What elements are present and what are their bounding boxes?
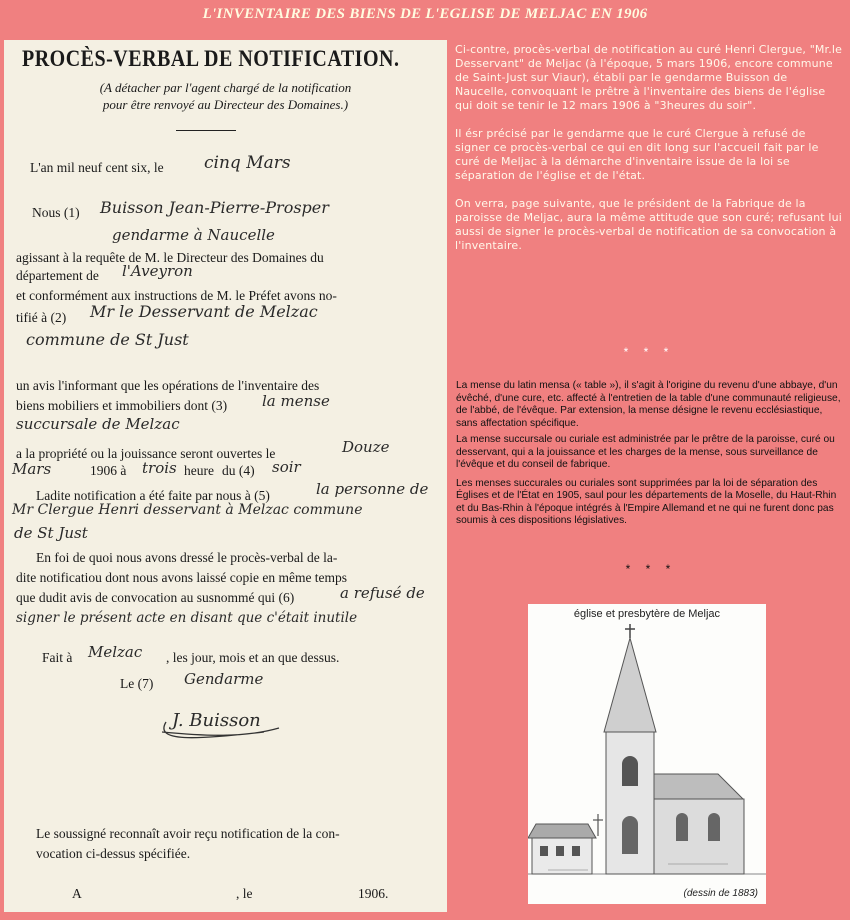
notifie-label: tifié à (2) bbox=[16, 310, 67, 325]
document-heading: PROCÈS-VERBAL DE NOTIFICATION. bbox=[22, 46, 400, 72]
document-subtitle-2: pour être renvoyé au Directeur des Domaines.) bbox=[102, 97, 349, 112]
foi-value-1: a refusé de bbox=[340, 584, 425, 602]
ladite-value-3: de St Just bbox=[14, 524, 88, 542]
conformement-line: et conformément aux instructions de M. le Préfet avons no- bbox=[16, 288, 337, 303]
proces-verbal-scan bbox=[4, 40, 447, 912]
foi-line-2: dite notificatiou dont nous avons laissé copie en même temps bbox=[16, 570, 348, 585]
divider bbox=[176, 130, 236, 131]
avis-value-2: succursale de Melzac bbox=[16, 415, 180, 433]
footer-a: A bbox=[72, 886, 82, 901]
receipt-line-2: vocation ci-dessus spécifiée. bbox=[36, 846, 191, 861]
notes bbox=[456, 380, 846, 528]
separator-stars-2: * * * bbox=[625, 562, 677, 576]
document-subtitle-1: (A détacher par l'agent chargé de la notification bbox=[99, 80, 352, 95]
departement-label: département de bbox=[16, 268, 99, 283]
propriete-label: a la propriété ou la jouissance seront ouvertes le bbox=[16, 446, 276, 461]
foi-value-2: signer le présent acte en disant que c'était inutile bbox=[16, 610, 358, 626]
date2-month: Mars bbox=[12, 460, 52, 478]
date2-time: trois bbox=[142, 459, 177, 477]
date-value: cinq Mars bbox=[204, 153, 291, 173]
propriete-value: Douze bbox=[342, 438, 390, 456]
commentary-p2: Il ésr précisé par le gendarme que le curé Clergue à refusé de signer ce procès-verbal ce qui en dit long sur l'accueil fait par le curé de Meljac à la démarche d'inventaire issue de la loi se séparation de l'église et de l'état. bbox=[455, 127, 819, 182]
avis-value-1: la mense bbox=[262, 392, 330, 410]
ladite-value-1: la personne de bbox=[316, 480, 429, 498]
image-credit: (dessin de 1883) bbox=[683, 888, 758, 899]
commentary bbox=[455, 43, 843, 253]
date2-soir: soir bbox=[272, 458, 301, 476]
departement-value: l'Aveyron bbox=[122, 262, 193, 280]
church-image-panel bbox=[528, 604, 766, 904]
church-drawing bbox=[528, 624, 766, 889]
le-label: Le (7) bbox=[120, 676, 154, 691]
avis-line-2: biens mobiliers et immobiliers dont (3) bbox=[16, 398, 228, 413]
avis-line-1: un avis l'informant que les opérations de l'inventaire des bbox=[16, 378, 320, 393]
date2-heure: heure bbox=[184, 463, 214, 478]
date2-year: 1906 à bbox=[90, 463, 127, 478]
notifie-value-2: commune de St Just bbox=[26, 330, 189, 349]
date2-du: du (4) bbox=[222, 463, 255, 478]
commentary-p1: Ci-contre, procès-verbal de notification au curé Henri Clergue, "Mr.le Desservant" de Meljac (à l'époque, 5 mars 1906, encore commune de Saint-Just sur Viaur), établi par le gendarme Buisson de Naucelle, convoquant le prêtre à l'inventaire des biens de l'église qui doit se tenir le 12 mars 1906 à "3heures du soir". bbox=[455, 43, 842, 112]
signature-flourish bbox=[154, 702, 284, 742]
footer-year: 1906. bbox=[358, 886, 389, 901]
fait-value: Melzac bbox=[88, 643, 143, 661]
image-caption: église et presbytère de Meljac bbox=[573, 608, 721, 620]
note-1: La mense du latin mensa (« table »), il s'agit à l'origine du revenu d'une abbaye, d'un évêché, d'une cure, etc. affecté à l'entretien de la table d'une communauté religieuse, de l'abbé, de l'évêque. Par extension, la mense désigne le revenu ecclésiastique, sans affectation spécifique. bbox=[456, 380, 841, 429]
note-3: Les menses succurales ou curiales sont supprimées par la loi de séparation des Églises et de l'État en 1905, saul pour les départements de la Moselle, du Haut-Rhin et du Bas-Rhin à l'époque intégrés à l'Empire Allemand et ne qui ne furent donc pas soumis à ces dispositions législatives. bbox=[456, 477, 837, 526]
page-title: L'INVENTAIRE DES BIENS DE L'EGLISE DE MELJAC EN 1906 bbox=[202, 6, 648, 22]
commentary-p3: On verra, page suivante, que le président de la Fabrique de la paroisse de Meljac, aura la même attitude que son curé; refusant lui aussi de signer le procès-verbal de notification de sa convocation à l'inventaire. bbox=[455, 197, 842, 252]
nous-value-2: gendarme à Naucelle bbox=[112, 226, 275, 244]
foi-line-3: que dudit avis de convocation au susnommé qui (6) bbox=[16, 590, 295, 605]
ladite-value-2: Mr Clergue Henri desservant à Melzac commune bbox=[12, 502, 363, 518]
fait-label: Fait à bbox=[42, 650, 73, 665]
separator-stars-1: * * * bbox=[623, 345, 675, 359]
notifie-value-1: Mr le Desservant de Melzac bbox=[90, 302, 318, 321]
signature: J. Buisson bbox=[172, 710, 261, 731]
fait-suffix: , les jour, mois et an que dessus. bbox=[166, 650, 340, 665]
nous-label: Nous (1) bbox=[32, 205, 80, 220]
le-value: Gendarme bbox=[184, 670, 264, 688]
requete-line: agissant à la requête de M. le Directeur des Domaines du bbox=[16, 250, 324, 265]
ladite-label: Ladite notification a été faite par nous à (5) bbox=[36, 488, 270, 503]
note-2: La mense succursale ou curiale est administrée par le prêtre de la paroisse, curé ou desservant, qui a la jouissance et les charges de la mense, sous surveillance de l'évêque et du conseil de fabrique. bbox=[456, 434, 835, 470]
nous-value-1: Buisson Jean-Pierre-Prosper bbox=[100, 198, 329, 217]
date-label: L'an mil neuf cent six, le bbox=[30, 160, 164, 175]
receipt-line-1: Le soussigné reconnaît avoir reçu notification de la con- bbox=[36, 826, 340, 841]
footer-le: , le bbox=[236, 886, 253, 901]
foi-line-1: En foi de quoi nous avons dressé le procès-verbal de la- bbox=[36, 550, 338, 565]
